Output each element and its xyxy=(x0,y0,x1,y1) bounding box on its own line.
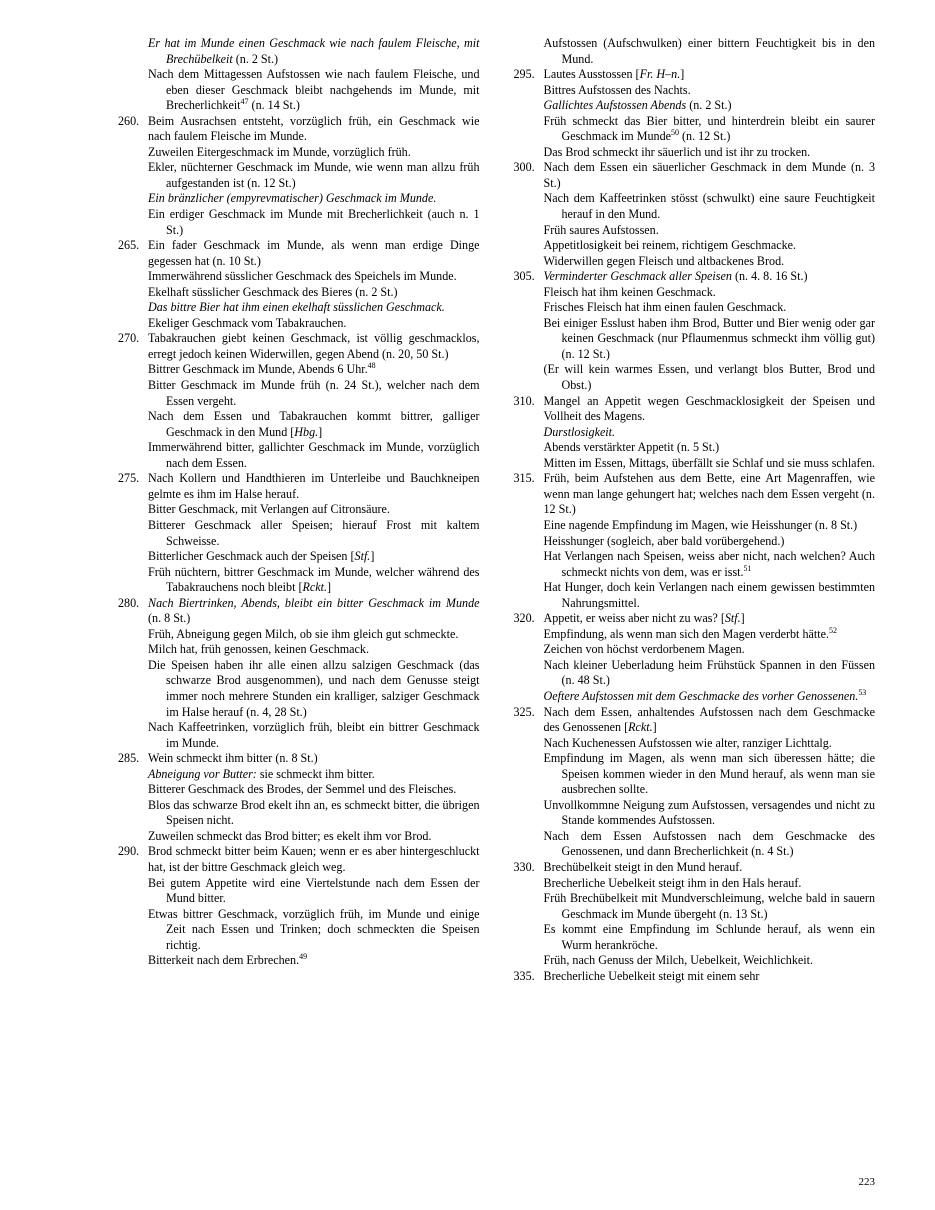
symptom-subentry: Ekler, nüchterner Geschmack im Munde, wie wenn man allzu früh aufgestanden ist (n. 12 St.) xyxy=(148,160,480,190)
two-column-body xyxy=(118,36,875,984)
symptom-subentry: Bitter Geschmack, mit Verlangen auf Citronsäure. xyxy=(148,502,390,517)
entry-number: 270. xyxy=(118,331,140,346)
symptom-subentry: Durstlosigkeit. xyxy=(543,424,616,439)
symptom-subentry: Blos das schwarze Brod ekelt ihn an, es schmeckt bitter, die übrigen Speisen nicht. xyxy=(148,797,480,828)
numbered-symptom-entry xyxy=(514,471,876,518)
symptom-subentry: Unvollkommne Neigung zum Aufstossen, versagendes und nicht zu Stande kommendes Aufstossen. xyxy=(543,797,875,828)
symptom-subentry: Etwas bittrer Geschmack, vorzüglich früh, im Munde und einige Zeit nach Essen und Trinken; doch schmeckten die Speisen richtig. xyxy=(148,906,480,952)
entry-text: Wein schmeckt ihm bitter (n. 8 St.) xyxy=(148,751,318,766)
symptom-subentry: Zeichen von höchst verdorbenem Magen. xyxy=(543,642,745,657)
symptom-subentry: Früh Brechübelkeit mit Mundverschleimung, welche bald in sauern Geschmack im Munde übergeht (n. 13 St.) xyxy=(543,891,875,921)
entry-text: Brechübelkeit steigt in den Mund herauf. xyxy=(543,859,743,874)
symptom-subentry: Gallichtes Aufstossen Abends (n. 2 St.) xyxy=(543,98,732,113)
symptom-subentry: Zuweilen Eitergeschmack im Munde, vorzüglich früh. xyxy=(148,144,411,159)
symptom-subentry: Bitterer Geschmack des Brodes, der Semmel und des Fleisches. xyxy=(148,782,457,797)
symptom-subentry: Immerwährend süsslicher Geschmack des Speichels im Munde. xyxy=(148,269,457,284)
numbered-symptom-entry xyxy=(514,969,876,985)
entry-text: Lautes Ausstossen [Fr. H–n.] xyxy=(543,67,685,82)
symptom-subentry: Bitter Geschmack im Munde früh (n. 24 St.), welcher nach dem Essen vergeht. xyxy=(148,378,480,408)
symptom-subentry: Bitterkeit nach dem Erbrechen.$^{49}$ xyxy=(148,952,308,968)
numbered-symptom-entry xyxy=(118,331,480,362)
symptom-subentry: Ein bränzlicher (empyrevmatischer) Geschmack im Munde. xyxy=(148,191,437,206)
symptom-subentry: Es kommt eine Empfindung im Schlunde herauf, als wenn ein Wurm herankröche. xyxy=(543,922,875,952)
entry-number: 305. xyxy=(513,269,535,284)
symptom-subentry: Früh, nach Genuss der Milch, Uebelkeit, Weichlichkeit. xyxy=(543,953,813,968)
entry-number: 290. xyxy=(118,844,140,859)
symptom-subentry: Früh nüchtern, bittrer Geschmack im Munde, welcher während des Tabakrauchens noch bleibt [Rckt.] xyxy=(148,564,480,595)
symptom-subentry: Oeftere Aufstossen mit dem Geschmacke des vorher Genossenen.$^{53}$ xyxy=(543,687,867,703)
numbered-symptom-entry xyxy=(514,269,876,285)
entry-text: Nach dem Essen, anhaltendes Aufstossen nach dem Geschmacke des Genossenen [Rckt.] xyxy=(543,704,875,735)
symptom-subentry: (Er will kein warmes Essen, und verlangt blos Butter, Brod und Obst.) xyxy=(543,362,875,393)
symptom-subentry: Nach dem Mittagessen Aufstossen wie nach faulem Fleische, und eben dieser Geschmack bleibt nachgehends im Munde, mit Brecherlichkeit$^{47}$ (n. 14 St.) xyxy=(148,67,480,113)
page-number: 223 xyxy=(858,1176,875,1188)
symptom-subentry: Früh schmeckt das Bier bitter, und hinterdrein bleibt ein saurer Geschmack im Munde$^{50}$ (n. 12 St.) xyxy=(543,113,875,144)
numbered-symptom-entry xyxy=(118,238,480,269)
symptom-subentry: Hat Verlangen nach Speisen, weiss aber nicht, nach welchen? Auch schmeckt nichts von dem, was er isst.$^{51}$ xyxy=(543,549,875,579)
numbered-symptom-entry xyxy=(118,844,480,875)
symptom-subentry: Bittrer Geschmack im Munde, Abends 6 Uhr.$^{48}$ xyxy=(148,361,376,377)
symptom-subentry: Abneigung vor Butter: sie schmeckt ihm bitter. xyxy=(148,766,375,781)
entry-number: 280. xyxy=(118,595,140,610)
symptom-subentry: Empfindung im Magen, als wenn man sich überessen hätte; die Speisen kommen wieder in den Mund herauf, als wenn man sie ausbrechen sollte. xyxy=(543,751,875,797)
numbered-symptom-entry xyxy=(514,860,876,876)
entry-number: 265. xyxy=(118,238,140,253)
symptom-subentry: Bitterer Geschmack aller Speisen; hierauf Frost mit kaltem Schweisse. xyxy=(148,517,480,548)
entry-number: 275. xyxy=(118,471,140,486)
entry-number: 285. xyxy=(118,751,140,766)
symptom-subentry: Brecherliche Uebelkeit steigt ihm in den Hals herauf. xyxy=(543,875,802,890)
symptom-subentry: Früh saures Aufstossen. xyxy=(543,222,659,237)
entry-text: Nach dem Essen ein säuerlicher Geschmack in dem Munde (n. 3 St.) xyxy=(543,160,875,190)
symptom-subentry: Bitterlicher Geschmack auch der Speisen [Stf.] xyxy=(148,549,375,564)
entry-number: 300. xyxy=(513,160,535,175)
symptom-subentry: Das bittre Bier hat ihm einen ekelhaft süsslichen Geschmack. xyxy=(148,300,445,315)
entry-number: 310. xyxy=(513,393,535,408)
entry-number: 325. xyxy=(513,704,535,719)
symptom-subentry: Nach dem Essen und Tabakrauchen kommt bittrer, galliger Geschmack in den Mund [Hbg.] xyxy=(148,409,480,439)
numbered-symptom-entry xyxy=(514,394,876,425)
symptom-subentry: Appetitlosigkeit bei reinem, richtigem Geschmacke. xyxy=(543,238,797,253)
symptom-subentry: Er hat im Munde einen Geschmack wie nach faulem Fleische, mit Brechübelkeit (n. 2 St.) xyxy=(148,36,480,66)
symptom-subentry: Frisches Fleisch hat ihm einen faulen Geschmack. xyxy=(543,300,787,315)
entry-number: 320. xyxy=(513,611,535,626)
symptom-subentry: Nach dem Essen Aufstossen nach dem Geschmacke des Genossenen, und dann Brecherlichkeit (n. 4 St.) xyxy=(543,828,875,859)
symptom-subentry: Bei gutem Appetite wird eine Viertelstunde nach dem Essen der Mund bitter. xyxy=(148,875,480,906)
numbered-symptom-entry xyxy=(514,705,876,736)
entry-text: Nach Kollern und Handthieren im Unterleibe und Bauchkneipen gelmte es ihm im Halse herauf. xyxy=(148,471,480,501)
left-text-column xyxy=(118,36,480,969)
symptom-subentry: Eine nagende Empfindung im Magen, wie Heisshunger (n. 8 St.) xyxy=(543,517,858,532)
symptom-subentry: Nach kleiner Ueberladung heim Frühstück Spannen in den Füssen (n. 48 St.) xyxy=(543,657,875,688)
symptom-subentry: Nach Kaffeetrinken, vorzüglich früh, bleibt ein bittrer Geschmack im Munde. xyxy=(148,720,480,750)
numbered-symptom-entry xyxy=(514,67,876,83)
numbered-symptom-entry xyxy=(514,160,876,191)
entry-text: Brod schmeckt bitter beim Kauen; wenn er es aber hintergeschluckt hat, ist der bittre Geschmack gleich weg. xyxy=(148,844,480,874)
symptom-subentry: Aufstossen (Aufschwulken) einer bittern Feuchtigkeit bis in den Mund. xyxy=(543,36,875,66)
symptom-subentry: Heisshunger (sogleich, aber bald vorübergehend.) xyxy=(543,533,785,548)
entry-text: Früh, beim Aufstehen aus dem Bette, eine Art Magenraffen, wie wenn man lange gehungert hat; welches nach dem Essen vergeht (n. 12 St.) xyxy=(543,471,875,517)
symptom-subentry: Ekelhaft süsslicher Geschmack des Bieres (n. 2 St.) xyxy=(148,284,398,299)
entry-text: Verminderter Geschmack aller Speisen (n. 4. 8. 16 St.) xyxy=(543,269,808,284)
entry-text: Mangel an Appetit wegen Geschmacklosigkeit der Speisen und Vollheit des Magens. xyxy=(543,393,875,424)
numbered-symptom-entry xyxy=(118,114,480,145)
entry-number: 330. xyxy=(513,859,535,874)
symptom-subentry: Nach Kuchenessen Aufstossen wie alter, ranziger Lichttalg. xyxy=(543,735,832,750)
symptom-subentry: Widerwillen gegen Fleisch und altbackenes Brod. xyxy=(543,253,785,268)
symptom-subentry: Hat Hunger, doch kein Verlangen nach einem gewissen bestimmten Nahrungsmittel. xyxy=(543,580,875,610)
numbered-symptom-entry xyxy=(118,471,480,502)
entry-text: Brecherliche Uebelkeit steigt mit einem sehr xyxy=(543,968,760,983)
symptom-subentry: Ein erdiger Geschmack im Munde mit Brecherlichkeit (auch n. 1 St.) xyxy=(148,207,480,237)
entry-text: Appetit, er weiss aber nicht zu was? [Stf.] xyxy=(543,611,745,626)
entry-number: 315. xyxy=(513,471,535,486)
symptom-subentry: Immerwährend bitter, gallichter Geschmack im Munde, vorzüglich nach dem Essen. xyxy=(148,440,480,470)
symptom-subentry: Zuweilen schmeckt das Brod bitter; es ekelt ihm vor Brod. xyxy=(148,828,432,843)
symptom-subentry: Milch hat, früh genossen, keinen Geschmack. xyxy=(148,642,369,657)
entry-number: 260. xyxy=(118,113,140,128)
entry-text: Ein fader Geschmack im Munde, als wenn man erdige Dinge gegessen hat (n. 10 St.) xyxy=(148,238,480,268)
entry-text: Tabakrauchen giebt keinen Geschmack, ist völlig geschmacklos, erregt jedoch keinen Widerwillen, gegen Abend (n. 20, 50 St.) xyxy=(148,331,480,361)
entry-text: Beim Ausrachsen entsteht, vorzüglich früh, ein Geschmack wie nach faulem Fleische im Munde. xyxy=(148,113,480,144)
numbered-symptom-entry xyxy=(118,751,480,767)
symptom-subentry: Früh, Abneigung gegen Milch, ob sie ihm gleich gut schmeckte. xyxy=(148,626,459,641)
right-text-column xyxy=(514,36,876,984)
symptom-subentry: Ekeliger Geschmack vom Tabakrauchen. xyxy=(148,315,347,330)
symptom-subentry: Nach dem Kaffeetrinken stösst (schwulkt) eine saure Feuchtigkeit herauf in den Mund. xyxy=(543,191,875,222)
numbered-symptom-entry xyxy=(118,596,480,627)
entry-text: Nach Biertrinken, Abends, bleibt ein bitter Geschmack im Munde (n. 8 St.) xyxy=(148,595,480,626)
symptom-subentry: Die Speisen haben ihr alle einen allzu salzigen Geschmack (das schwarze Brod ausgenommen), und nach dem Genusse steigt immer noch mehrere Stunden ein kralliger, salziger Geschmack im Halse herauf (n. 4, 28 St.) xyxy=(148,657,480,719)
symptom-subentry: Abends verstärkter Appetit (n. 5 St.) xyxy=(543,440,720,455)
numbered-symptom-entry xyxy=(514,611,876,627)
symptom-subentry: Das Brod schmeckt ihr säuerlich und ist ihr zu trocken. xyxy=(543,144,811,159)
entry-number: 335. xyxy=(513,968,535,983)
symptom-subentry: Empfindung, als wenn man sich den Magen verderbt hätte.$^{52}$ xyxy=(543,625,837,641)
entry-number: 295. xyxy=(513,67,535,82)
symptom-subentry: Bittres Aufstossen des Nachts. xyxy=(543,82,691,97)
symptom-subentry: Fleisch hat ihm keinen Geschmack. xyxy=(543,284,716,299)
symptom-subentry: Bei einiger Esslust haben ihm Brod, Butter und Bier wenig oder gar keinen Geschmack (nur Pflaumenmus schmeckt ihm völlig gut) (n. 12 St.) xyxy=(543,315,875,361)
symptom-subentry: Mitten im Essen, Mittags, überfällt sie Schlaf und sie muss schlafen. xyxy=(543,455,876,470)
